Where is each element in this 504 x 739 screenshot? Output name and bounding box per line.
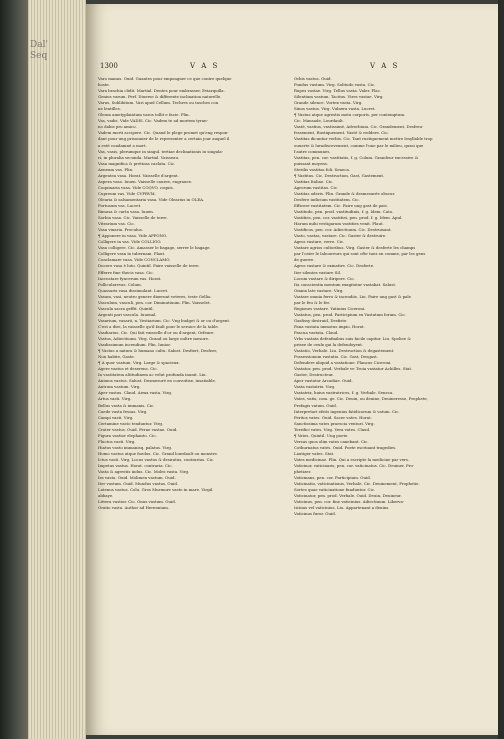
dictionary-line: Vasdissimum incendium. Plin. Iunior.: [98, 342, 171, 348]
dictionary-line: Agros vastare, verre. Cic.: [294, 239, 345, 245]
dictionary-line: Vastitudo, pen. prod. vastitudinis, f. g. Idem. Cato.: [294, 209, 394, 215]
dictionary-line: Vasum, vasi, neutro genere dixerunt veteres, teste Gellio.: [98, 293, 212, 299]
dictionary-line: Agere vastus et deserens. Cic.: [98, 366, 158, 372]
dictionary-line: hoste.: [98, 82, 110, 88]
dictionary-line: Prefagis vatum. Ouid.: [294, 402, 337, 408]
dictionary-line: Vasto, vastas, vastare. Cic. Gaster & destruire.: [294, 233, 387, 239]
dictionary-line: Pascua vastata. Claud.: [294, 329, 339, 335]
dictionary-line: Vasté, vastius, vastissimé, Adverbium. Cic. Grandement, Desfreu-: [294, 124, 424, 130]
dictionary-line: Gasfissy destruid, Desfiste.: [294, 317, 348, 323]
dictionary-line: Peritos vates. Ouid. Sacer vates. Horat.: [294, 414, 372, 420]
dictionary-line: Ita conscientia mentum exagitatur vastabat. Salust.: [294, 281, 397, 287]
dictionary-line: Pondus vastum. Virg. Solitudo vasta. Cic.: [294, 82, 376, 88]
dictionary-line: C'est a dire, la vaisselle qu'il fault pour le seruice de la table.: [98, 323, 219, 329]
dictionary-line: Ictus vasti. Virg. Locus vastus & desiratus, contrarius. Cic.: [98, 456, 215, 462]
dictionary-line: Vasta vastatrix. Virg.: [294, 384, 336, 390]
dictionary-line: no dabis pro amico.: [98, 124, 137, 130]
right-column: [294, 76, 492, 517]
dictionary-line: Vadem morti accipere. Cic. Quand le plege promet qu'eng respon-: [98, 130, 229, 136]
dictionary-line: Rupes vastae. Virg. Tellus vasta. Valer. Flac.: [294, 88, 382, 94]
dictionary-line: Conclamare vasa. Vide CONCLAMO.: [98, 257, 171, 263]
dictionary-line: Quassaris vasa dissimulant. Lucret.: [98, 287, 169, 293]
dictionary-line: puissant moyens.: [294, 160, 329, 166]
dictionary-line: Silentium vastum. Tacitus. Vires vastae. Virg.: [294, 94, 384, 100]
dictionary-line: Orbis vastus. Ouid.: [294, 76, 332, 81]
dictionary-line: Figura vastior elephanto. Cic.: [98, 432, 157, 438]
dictionary-line: Ducere vasa è luto. Quintil. Faire vaisselle de terre.: [98, 263, 200, 269]
dictionary-line: Sortes quae vaticinatione funduntur. Cic.: [294, 487, 376, 493]
dictionary-line: Colligere vasa in tabernam. Plaut.: [98, 251, 166, 257]
dictionary-line: Vas, vadis. Vide VADIS. Cic. Vadem te ad mortem tyran-: [98, 118, 208, 124]
dictionary-line: Versus quos olim vates canebant. Cic.: [294, 438, 369, 444]
page-number: 1300: [100, 62, 118, 70]
dictionary-line: ¶ Vastus atque agrestis motu corporis, per contemptum.: [294, 112, 406, 118]
dictionary-line: Argenti pari vascula. Iuuenal.: [98, 311, 157, 317]
dictionary-line: Incrustare fyncerum vas. Horat.: [98, 275, 162, 281]
dictionary-line: prisee de ceulx qui la defendoyent.: [294, 342, 364, 348]
dictionary-line: Vaticinor, vaticinaris, pen. cor. vaticinatus. Cic. Deuiner, Pro-: [294, 463, 415, 468]
dictionary-line: Ira vasta. Ouid. Molimen vastum. Ouid.: [98, 475, 176, 481]
dictionary-line: Animus vastus. Salust. Desmesuré en couvoitise, insatiable.: [98, 378, 217, 384]
right-running-head: V A S: [370, 62, 400, 70]
dictionary-line: Vastitas, pen. cor. vastitatis, f. g. Colum. Grandeur excessive &: [294, 154, 419, 160]
dictionary-line: Vates medicinae. Plin. Qui a escripte la medicine par vers.: [294, 456, 410, 462]
dictionary-line: Vascula sacra geffit. Quintil.: [98, 305, 154, 311]
dictionary-line: Varo manus. Ouid. Guantes pour empongner ce que contre quelque: [98, 76, 232, 81]
dictionary-line: Artus vasti. Virg.: [98, 396, 132, 402]
dictionary-line: Varus, Sublibitum. Vari apud Cellum. Techres ou tasches con: [98, 100, 219, 106]
dictionary-line: Desfere iudicium vastitatem. Cic.: [294, 196, 360, 202]
dictionary-line: Iter silentes vastare Sil.: [294, 269, 342, 275]
dictionary-line: Bellus vasta & immanis. Cic.: [98, 402, 155, 408]
dictionary-line: Vasa vinaria. Proculus.: [98, 227, 143, 233]
dictionary-line: Possessionum vastatio. Cic. Gast, Desgast.: [294, 354, 378, 360]
dictionary-line: Sorbia vasa. Cic. Vaisselle de terre.: [98, 215, 168, 221]
dictionary-line: Portusum vas. Lucret.: [98, 202, 142, 208]
dictionary-line: Vasa magnifica & pretiosa caelata. Cic.: [98, 160, 176, 166]
dictionary-line: Vaticinator, pen. prod. Verbale. Ouid. Deuin, Deuineur.: [294, 493, 402, 499]
dictionary-line: Agros vastare & exinatire. Cic. Desferte.: [294, 263, 375, 269]
page-stack-edge: [28, 0, 86, 739]
dictionary-line: fessement, Rustiquement. Vasté & reddere. Cic.: [294, 130, 389, 136]
dictionary-line: Vastare agrios cultoribus. Virg. Gaster & desferte les champs: [294, 245, 416, 251]
dictionary-line: Iter vastum. Ouid. Mundus vastus. Ouid.: [98, 481, 179, 487]
dictionary-line: Vasta & agrestis indus. Cic. Moles vasta. Virg.: [98, 469, 190, 475]
dictionary-line: Impetus vastus. Horat. contraria. Cic.: [98, 463, 173, 468]
dictionary-line: Argentea vasa. Horat. Vaisselle d'argent.: [98, 172, 179, 178]
dictionary-line: Vastus, Adiectiuum. Virg. Grand ou large oultre mesure.: [98, 336, 210, 342]
dictionary-line: Cic. Mansade, Lourdault.: [294, 118, 344, 124]
dictionary-line: ¶ Vates. Quintil. Ung poete.: [294, 432, 349, 438]
dictionary-line: Caede vasta fessas. Virg.: [98, 408, 148, 414]
dictionary-line: Efferre fine thecis vasa. Cic.: [98, 269, 154, 275]
dictionary-line: Hiatus vasto immanisq. palatus. Virg.: [98, 444, 173, 450]
dictionary-line: Vas, vasis, plerumque in singul. tertiae declinationis in singula-: [98, 148, 223, 154]
dictionary-line: Vitrarium vas. Cic.: [98, 221, 135, 227]
dictionary-line: Aeneum vas. Plin.: [98, 166, 134, 172]
dictionary-line: Grande silence. Vortex vasta. Virg.: [294, 100, 363, 106]
dictionary-line: Vastator, pen. prod. Verbale ve Troia vastator Achilles. Stat.: [294, 366, 413, 372]
dictionary-line: Crater vastus. Ouid. Ferae vastae. Ouid.: [98, 426, 178, 432]
dictionary-line: Regiones vastare. Vatinius Ciceroni.: [294, 305, 366, 311]
dictionary-line: Cothurnatus vates. Ouid. Poete escriuant tragedies.: [294, 444, 397, 450]
dictionary-line: Fana vastata immotus impio. Horat.: [294, 323, 365, 329]
dictionary-line: Olearia & salsamentaria vasa. Vide Olearius in OLEA.: [98, 196, 205, 202]
dictionary-line: Vastatus, pen. prod. Participium ex Vastatum forum. Cic.: [294, 311, 406, 317]
dictionary-line: Vastitas dicuntur verbis. Cic. Tant rustiquement mettre lesyllable trop: [294, 136, 433, 142]
dictionary-line: Genius varum. Perf. Diuerse & differente inclination naturelle.: [98, 94, 222, 100]
dictionary-line: Colligere in vas. Vide COLLIGO.: [98, 239, 162, 245]
dictionary-line: Certamine vasto tenduntur. Virg.: [98, 420, 164, 426]
dictionary-line: Littera vastior. Cic. Onus vastum. Ouid.: [98, 499, 176, 505]
dictionary-line: Vaticinans, pen. cor. Participium. Ouid.: [294, 475, 371, 481]
dictionary-line: de guerre.: [294, 257, 315, 263]
dictionary-line: Aspera vasa. Iuuen. Vaisselle cauree, engrauee.: [98, 178, 193, 184]
dictionary-line: Vasa colligere. Cic. Amasser le bagage, serrer le bagage.: [98, 245, 211, 251]
dictionary-line: Pollicularevas. Colum.: [98, 281, 142, 287]
dictionary-line: Sterilis vastitas foli. Seneca.: [294, 166, 351, 172]
dictionary-line: Terrifici vates. Virg. Vera vates. Claud.: [294, 426, 371, 432]
dictionary-line: Vaticinatio, vaticinationis, Verbale. Cic. Deuinement, Prophetie.: [294, 481, 420, 487]
dictionary-line: Vastatrix, huius vastratrices, f. g. Verbale. Seneca.: [294, 390, 394, 396]
dictionary-line: Harum mihi vestigarum vastities venit. Plaut.: [294, 221, 384, 227]
dictionary-line: ri, in pluralia secunda. Martial. Vaisseau.: [98, 154, 180, 160]
dictionary-line: Non habite, Gaste.: [98, 354, 135, 360]
dictionary-line: ¶ Vastus a natura & humano cultu. Salust. Desfiert, Desfeer,: [98, 348, 218, 354]
dictionary-line: ue lentilles.: [98, 106, 121, 112]
dictionary-line: Vastare omnia ferro & incendiis. Liu. Faire ung gast & pale: [294, 293, 411, 299]
dictionary-line: Cupreum vas. Vide CVPRVM.: [98, 190, 156, 196]
dictionary-line: Locum vastare & diripere. Cic.: [294, 275, 355, 281]
dictionary-line: Vasarium, vasarii, n. Vestiarium. Cic. Vng budget & or ou d'argent.: [98, 317, 231, 323]
dictionary-line: Sinus vastus. Virg. Vulnera vasta. Lucret.: [294, 106, 376, 112]
dictionary-line: Latenus vastus. Colu. Gros Murmure vasto in mare. Virgil.: [98, 487, 214, 493]
dictionary-line: In vastitatem altitudinem ac velut profunda inunit. Liu.: [98, 372, 207, 378]
dictionary-line: Oratio vasta. Author ad Herennium.: [98, 505, 170, 511]
dictionary-line: Vastitas Italiae. Cic.: [294, 178, 334, 184]
dictionary-line: Oleum ametyplaintum varos tollit e facie. Plin.: [98, 112, 190, 118]
dictionary-line: par l'oster le laboureurs qui sont ofte tuez en comme, par les gens: [294, 251, 426, 257]
dictionary-line: Vaticinus furor. Ouid.: [294, 511, 336, 517]
dictionary-line: ticinus vel vaticinius. Liu. Appartenant a deuins.: [294, 505, 390, 511]
dictionary-line: Omnia late vastare. Virg.: [294, 287, 344, 293]
dictionary-line: ¶ Apponere in vasa. Vide APPONO.: [98, 233, 168, 239]
dictionary-line: Aper vastus. Claud. Arma vasta. Virg.: [98, 390, 173, 396]
dictionary-line: ¶ A quor vastum. Virg. Large & spacieux.: [98, 360, 180, 366]
dictionary-line: par le feu & le fer.: [294, 299, 331, 305]
dictionary-line: Lautiger vates. Stat.: [294, 450, 335, 456]
dictionary-line: Vaticinus, pen. cor. fine vaticinius. Adiectiuum. Liberva-: [294, 499, 405, 505]
dictionary-line: dant pour ung prisonnier de le representer a certain jour auquel il: [98, 136, 230, 142]
dictionary-line: Coquinaria vasa. Vide COQVO, coquis.: [98, 184, 174, 190]
dictionary-line: phetizer.: [294, 469, 312, 475]
dictionary-line: ouuerte & luradiscevement, comme l'une par le milieu, quasi que: [294, 142, 424, 148]
dictionary-line: Vasculum, vasculi, pen. cor. Diminutiuum. Plin. Vaisselet.: [98, 299, 211, 305]
dictionary-line: Rimosa & curta vasa. Iuuen.: [98, 209, 155, 215]
dictionary-line: Antrum vastum. Virg.: [98, 384, 141, 390]
book-spine: [0, 0, 28, 739]
dictionary-line: Vates, vatis, com. ge. Cic. Deuin, ou deuine, Deuineresse, Prophete,: [294, 396, 428, 402]
dictionary-line: ¶ Vastitas. Cic. Destruction, Gast, Gastement.: [294, 172, 385, 178]
dictionary-line: Vastatio, Verbale. Liu. Destruction & degastement.: [294, 348, 395, 354]
binding-label: Dal' Seq: [30, 40, 48, 61]
dictionary-line: Homo vastus atque foedus. Cic. Grand lourdault ou monstre.: [98, 450, 219, 456]
dictionary-line: Gaster, Destructeur.: [294, 372, 334, 378]
dictionary-line: Vastificus, pen. cor. Adiectiuum. Cic. Destruisant.: [294, 227, 392, 233]
dictionary-line: Vastities, pen. cor. vastitiei, pen. prod. f. g. Idem. Apul.: [294, 215, 403, 221]
dictionary-line: Fluctus vasti. Virg.: [98, 438, 136, 444]
dictionary-line: Aper vastator Arcadiae. Ouid.: [294, 378, 353, 384]
left-column: [98, 76, 286, 511]
dictionary-line: Agrorum vastitas. Cic.: [294, 184, 339, 190]
dictionary-line: Vastitas oderis. Plin. Grande & desmesurée obscur.: [294, 190, 396, 196]
dictionary-line: a esté condamné a mort.: [98, 142, 147, 148]
edge-shadow: [498, 0, 504, 739]
dictionary-line: Campi vasti. Virg.: [98, 414, 134, 420]
dictionary-line: Sanctissima vates praescia venturi. Virg.: [294, 420, 375, 426]
dictionary-line: Defendere aliquid a vastatione. Plancus Ciceroni.: [294, 360, 392, 366]
dictionary-line: Vasdiarius. Cic. Qui fait vaisselle d'or ou d'argent, Orfeure.: [98, 329, 215, 335]
left-running-head: V A S: [190, 62, 220, 70]
dictionary-line: abbaye.: [98, 493, 114, 499]
dictionary-line: l'autre communes.: [294, 148, 331, 154]
dictionary-line: Interpretari efstis ingenius fatidicorum & vatum. Cic.: [294, 408, 400, 414]
dictionary-line: Vrbs vastata defenfinibus suis facile capitur. Liu. Spoliee &: [294, 336, 411, 342]
dictionary-line: Vara brachia clidit. Martial. Dentes pour embrasser, Eviarquilla.: [98, 88, 225, 94]
dictionary-line: Efficere vastitatem. Cic. Faire ung gast de pais.: [294, 202, 388, 208]
dictionary-page: [86, 4, 498, 735]
